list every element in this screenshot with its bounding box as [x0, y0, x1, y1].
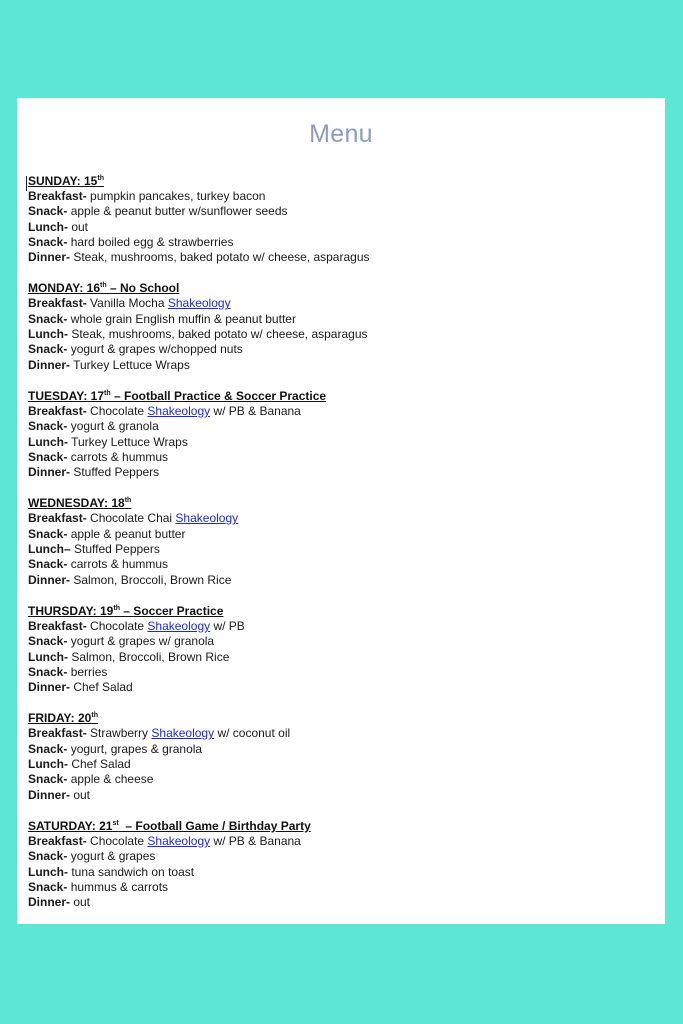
- meal-label: Snack-: [28, 526, 68, 541]
- text-cursor: [26, 176, 27, 191]
- meal-text: Stuffed Peppers: [70, 542, 160, 557]
- meal-label: Lunch-: [28, 649, 68, 664]
- meal-row: [28, 312, 648, 327]
- meal-row: [28, 634, 648, 649]
- meal-row: [28, 220, 648, 235]
- day-note: – Football Game / Birthday Party: [118, 818, 311, 833]
- day-name: THURSDAY: 19: [28, 603, 114, 618]
- meal-row: [28, 834, 648, 849]
- meal-label: Breakfast-: [28, 511, 87, 526]
- meal-label: Lunch–: [28, 542, 71, 557]
- day-section: [28, 496, 648, 587]
- meal-text: out: [70, 895, 91, 910]
- meal-text: apple & peanut butter: [67, 526, 186, 541]
- day-section: [28, 819, 648, 910]
- meal-row: [28, 895, 648, 910]
- day-heading: [28, 496, 648, 511]
- meal-row: [28, 726, 648, 741]
- meal-label: Snack-: [28, 741, 68, 756]
- meal-text: apple & peanut butter w/sunflower seeds: [67, 204, 288, 219]
- day-ordinal: th: [124, 497, 132, 505]
- meal-row: [28, 189, 648, 204]
- meal-text: yogurt & grapes w/ granola: [67, 634, 215, 649]
- day-ordinal: th: [104, 389, 111, 397]
- day-name: SATURDAY: 21: [28, 818, 113, 833]
- meal-row: [28, 665, 648, 680]
- meal-label: Dinner-: [28, 787, 70, 802]
- meal-label: Breakfast-: [28, 296, 87, 311]
- meal-label: Dinner-: [28, 465, 70, 480]
- meal-row: [28, 557, 648, 572]
- day-heading: [28, 389, 648, 404]
- meal-label: Dinner-: [28, 357, 70, 372]
- day-name: SUNDAY: 15: [28, 174, 98, 188]
- day-section: [28, 281, 648, 372]
- meal-label: Dinner-: [28, 680, 70, 695]
- day-section: [28, 604, 648, 695]
- meal-row: [28, 296, 648, 311]
- meal-row: [28, 204, 648, 219]
- meal-text: out: [68, 219, 89, 234]
- meal-text: yogurt & granola: [67, 419, 159, 434]
- meal-row: [28, 527, 648, 542]
- meal-label: Breakfast-: [28, 403, 87, 418]
- meal-label: Breakfast-: [28, 726, 87, 741]
- meal-text: Steak, mushrooms, baked potato w/ cheese, asparagus: [68, 327, 368, 342]
- meal-row: [28, 419, 648, 434]
- meal-text-after: w/ PB: [210, 618, 245, 633]
- day-ordinal: th: [100, 282, 107, 290]
- day-name: MONDAY: 16: [28, 281, 101, 296]
- meal-row: [28, 450, 648, 465]
- day-note: – Soccer Practice: [119, 603, 224, 618]
- meal-text: Chocolate Chai: [86, 511, 176, 526]
- meal-row: [28, 865, 648, 880]
- meal-text: Chef Salad: [70, 680, 133, 695]
- meal-text: yogurt, grapes & granola: [67, 741, 203, 756]
- shakeology-link[interactable]: Shakeology: [167, 296, 231, 311]
- day-heading: [28, 604, 648, 619]
- meal-text: apple & cheese: [67, 772, 154, 787]
- meal-text: Salmon, Broccoli, Brown Rice: [68, 649, 230, 664]
- meal-text: yogurt & grapes: [67, 849, 156, 864]
- meal-label: Dinner-: [28, 250, 70, 265]
- shakeology-link[interactable]: Shakeology: [175, 511, 239, 526]
- meal-text: Chef Salad: [68, 757, 131, 772]
- meal-row: [28, 880, 648, 895]
- meal-text: pumpkin pancakes, turkey bacon: [86, 189, 266, 203]
- meal-row: [28, 358, 648, 373]
- meal-text: Strawberry: [86, 726, 152, 741]
- meal-text: tuna sandwich on toast: [68, 864, 195, 879]
- meal-label: Breakfast-: [28, 618, 87, 633]
- meal-label: Snack-: [28, 234, 68, 249]
- meal-text: Stuffed Peppers: [70, 465, 160, 480]
- shakeology-link[interactable]: Shakeology: [151, 726, 215, 741]
- menu-document: [17, 98, 665, 924]
- day-name: WEDNESDAY: 18: [28, 496, 125, 511]
- day-heading: [28, 281, 648, 296]
- meal-row: [28, 404, 648, 419]
- day-name: TUESDAY: 17: [28, 388, 105, 403]
- meal-row: [28, 250, 648, 265]
- day-section: [28, 174, 648, 265]
- day-section: [28, 389, 648, 480]
- meal-label: Snack-: [28, 204, 68, 219]
- meal-text: yogurt & grapes w/chopped nuts: [67, 342, 243, 357]
- meal-label: Breakfast-: [28, 189, 87, 203]
- meal-text-after: w/ PB & Banana: [210, 403, 301, 418]
- meal-text: hummus & carrots: [67, 879, 169, 894]
- day-note: – Football Practice & Soccer Practice: [110, 388, 327, 403]
- meal-text: whole grain English muffin & peanut butter: [67, 311, 296, 326]
- meal-row: [28, 435, 648, 450]
- meal-label: Snack-: [28, 557, 68, 572]
- page-title: Menu: [309, 120, 373, 148]
- meal-text: Turkey Lettuce Wraps: [70, 357, 190, 372]
- meal-text: out: [70, 787, 91, 802]
- meal-row: [28, 849, 648, 864]
- day-ordinal: th: [113, 604, 120, 612]
- meal-text-after: w/ PB & Banana: [210, 833, 301, 848]
- meal-label: Snack-: [28, 664, 68, 679]
- meal-label: Lunch-: [28, 327, 68, 342]
- meal-label: Snack-: [28, 419, 68, 434]
- day-section: [28, 711, 648, 802]
- meal-label: Snack-: [28, 449, 68, 464]
- meal-text-after: w/ coconut oil: [214, 726, 291, 741]
- meal-row: [28, 680, 648, 695]
- meal-label: Snack-: [28, 879, 68, 894]
- day-ordinal: th: [97, 175, 104, 182]
- day-heading: [28, 174, 648, 189]
- meal-text: Vanilla Mocha: [86, 296, 168, 311]
- day-note: – No School: [106, 281, 180, 296]
- shakeology-link[interactable]: Shakeology: [147, 833, 211, 848]
- meal-row: [28, 573, 648, 588]
- meal-label: Lunch-: [28, 864, 68, 879]
- meal-row: [28, 235, 648, 250]
- meal-text: carrots & hummus: [67, 557, 169, 572]
- shakeology-link[interactable]: Shakeology: [147, 403, 211, 418]
- meal-row: [28, 788, 648, 803]
- meal-row: [28, 742, 648, 757]
- meal-label: Dinner-: [28, 572, 70, 587]
- meal-label: Snack-: [28, 342, 68, 357]
- meal-text: Turkey Lettuce Wraps: [68, 434, 188, 449]
- meal-text: carrots & hummus: [67, 449, 169, 464]
- meal-text: Chocolate: [86, 618, 148, 633]
- meal-label: Snack-: [28, 311, 68, 326]
- meal-row: [28, 757, 648, 772]
- meal-row: [28, 327, 648, 342]
- meal-row: [28, 772, 648, 787]
- meal-text: hard boiled egg & strawberries: [67, 234, 234, 249]
- meal-text: berries: [67, 664, 108, 679]
- day-heading: [28, 711, 648, 726]
- meal-row: [28, 650, 648, 665]
- meal-row: [28, 542, 648, 557]
- shakeology-link[interactable]: Shakeology: [147, 618, 211, 633]
- meal-label: Lunch-: [28, 219, 68, 234]
- meal-label: Lunch-: [28, 757, 68, 772]
- day-list: [28, 174, 648, 926]
- meal-label: Dinner-: [28, 895, 70, 910]
- meal-label: Snack-: [28, 772, 68, 787]
- meal-label: Breakfast-: [28, 833, 87, 848]
- meal-text: Chocolate: [86, 403, 148, 418]
- meal-text: Steak, mushrooms, baked potato w/ cheese, asparagus: [70, 250, 370, 265]
- meal-text: Salmon, Broccoli, Brown Rice: [70, 572, 232, 587]
- day-ordinal: st: [112, 819, 119, 827]
- day-name: FRIDAY: 20: [28, 711, 92, 726]
- meal-label: Snack-: [28, 849, 68, 864]
- day-heading: [28, 819, 648, 834]
- meal-row: [28, 619, 648, 634]
- meal-row: [28, 342, 648, 357]
- day-ordinal: th: [91, 712, 98, 720]
- meal-row: [28, 465, 648, 480]
- meal-row: [28, 511, 648, 526]
- meal-label: Snack-: [28, 634, 68, 649]
- meal-label: Lunch-: [28, 434, 68, 449]
- meal-text: Chocolate: [86, 833, 148, 848]
